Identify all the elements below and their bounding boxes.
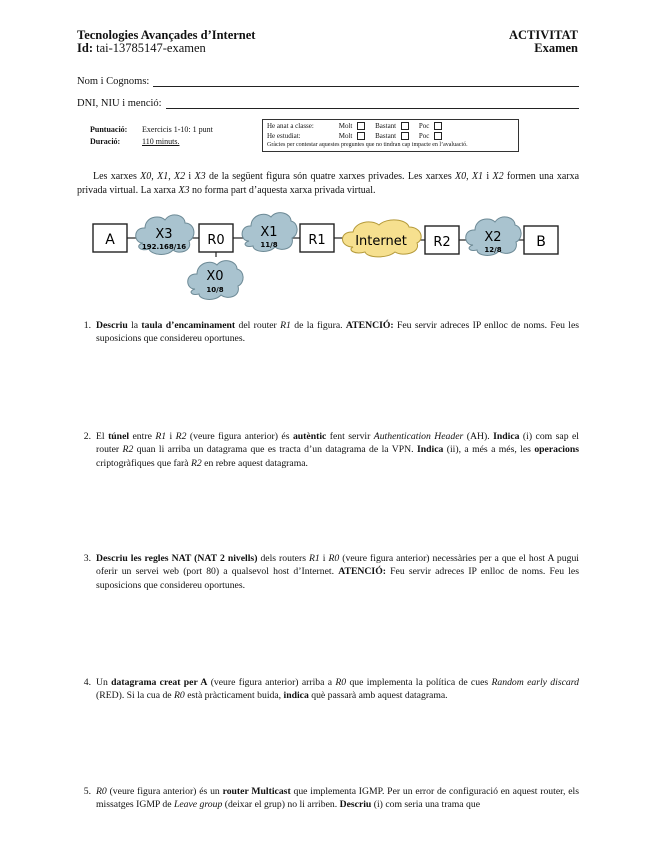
survey-opt-poc: Poc [418, 131, 430, 140]
q1-text: del router [235, 320, 281, 331]
question-5 [77, 785, 579, 812]
survey-opt-poc: Poc [418, 122, 430, 130]
q4-bold: datagrama creat per A [111, 677, 208, 688]
q3-var: R0 [328, 553, 340, 564]
name-label: Nom i Cognoms: [77, 76, 150, 87]
x0-label: X0 [206, 269, 224, 284]
q2-text: en rebre aquest datagrama. [201, 457, 308, 469]
x2-net-label: 12/8 [484, 246, 502, 254]
exam-type: Examen [534, 41, 578, 55]
question-number: 5. [83, 786, 91, 797]
question-2 [77, 430, 579, 470]
course-title: Tecnologies Avançades d’Internet [77, 28, 256, 42]
r1-label: R1 [308, 233, 326, 248]
q4-text: (veure figura anterior) arriba a [207, 677, 336, 688]
host-b-label: B [536, 234, 546, 250]
q5-bold: router Multicast [222, 786, 291, 797]
dni-field [77, 98, 579, 109]
x3-net-label: 192.168/16 [141, 243, 187, 251]
intro-text: formen una xarxa privada virtual. La xarxa [77, 171, 580, 196]
exam-meta [90, 124, 213, 148]
question-4 [77, 676, 579, 703]
question-text [96, 430, 579, 470]
checkbox[interactable] [357, 122, 365, 130]
q2-text: quan li arriba un datagrama que es tracta d’un datagrama de la VPN. [133, 444, 417, 456]
intro-text: i [483, 171, 493, 182]
x2-label: X2 [484, 230, 502, 245]
name-field [77, 76, 579, 87]
exam-id-value: tai-13785147-examen [96, 41, 206, 55]
survey-row-class [267, 122, 514, 132]
survey-box [262, 119, 519, 152]
question-number: 1. [83, 320, 91, 331]
survey-opt-bastant: Bastant [375, 122, 397, 130]
q5-text: que implementa IGMP. Per un error de configuració en aquest router, els missatges IGMP de [96, 786, 579, 811]
q2-text: criptogràfiques que farà [96, 457, 191, 469]
q1-text: Feu servir adreces IP enlloc de noms. Feu les suposicions que considereu oportunes. [96, 320, 580, 345]
network-diagram [85, 205, 565, 315]
exam-id-label: Id: [77, 41, 93, 55]
q2-var: Authentication Header [373, 431, 464, 442]
intro-text: , [168, 171, 175, 182]
q3-text: Feu servir adreces IP enlloc de noms. Feu les suposicions que considereu oportunes. [96, 566, 580, 591]
intro-var: X2 [492, 171, 504, 182]
q2-bold: autèntic [292, 431, 327, 442]
survey-row1-label: He anat a classe: [267, 122, 314, 130]
dni-line[interactable] [166, 99, 579, 109]
intro-text: no forma part d’aquesta xarxa privada virtual. [189, 184, 376, 196]
q4-text: que implementa la política de cues [346, 677, 492, 688]
question-text [96, 676, 579, 703]
duration-value: 110 minuts. [142, 137, 180, 146]
intro-text: , [466, 171, 472, 182]
question-3 [77, 552, 579, 592]
q1-bold: Descriu [96, 320, 128, 331]
question-text [96, 785, 579, 812]
q3-text: i [319, 553, 329, 564]
x0-net-label: 10/8 [206, 286, 224, 294]
question-text [96, 552, 579, 592]
exam-id [77, 41, 206, 56]
q2-bold: túnel [108, 431, 130, 442]
score-label: Puntuació: [90, 125, 128, 134]
q1-text: de la figura. [290, 320, 346, 331]
q3-bold: ATENCIÓ: [338, 566, 386, 578]
q2-var: R2 [175, 431, 187, 442]
survey-opt-molt: Molt [338, 122, 353, 130]
question-number: 3. [83, 553, 91, 564]
q4-var: Random early discard [491, 677, 579, 688]
intro-text: Les xarxes [93, 171, 141, 182]
survey-note: Gràcies per contestar aquestes preguntes que no tindran cap impacte en l’avaluació. [267, 142, 468, 148]
q2-bold: operacions [534, 444, 579, 456]
q4-text: està pràcticament buida, [184, 690, 284, 702]
q3-text: (veure figura anterior) necessàries per a que el host A pugui oferir un servei web (port 80) a qualsevol host d’Internet. [96, 553, 579, 578]
q5-text: (deixar el grup) no li arriben. [222, 799, 340, 811]
intro-var: X0 [140, 171, 152, 182]
q4-text: què passarà amb aquest datagrama. [308, 690, 448, 702]
q3-bold: Descriu les regles NAT (NAT 2 nivells) [96, 553, 258, 564]
q2-var: R2 [122, 444, 134, 456]
q1-var: R1 [280, 320, 291, 331]
intro-var: X2 [174, 171, 186, 182]
q4-text: Un [96, 677, 112, 688]
intro-paragraph [77, 170, 579, 197]
question-number: 2. [83, 431, 91, 442]
survey-opt-molt: Molt [338, 131, 353, 140]
q2-text: (AH). [463, 431, 494, 442]
q4-var: R0 [174, 690, 185, 702]
intro-var: X1 [471, 171, 484, 182]
internet-label: Internet [355, 234, 407, 249]
q5-var: Leave group [173, 799, 223, 811]
q2-bold: Indica [493, 431, 520, 442]
intro-var: X1 [157, 171, 169, 182]
question-1 [77, 319, 579, 346]
q5-text: (i) com seria una trama que [371, 799, 480, 811]
q2-text: (ii), a més a més, les [443, 444, 535, 456]
r0-label: R0 [207, 233, 225, 248]
survey-row-study [267, 132, 514, 142]
q1-bold: ATENCIÓ: [345, 320, 394, 331]
checkbox[interactable] [401, 132, 409, 140]
checkbox[interactable] [434, 132, 442, 140]
q2-text: El [96, 431, 109, 442]
survey-row2-label: He estudiat: [267, 131, 301, 140]
x3-label: X3 [155, 227, 173, 242]
intro-var: X0 [455, 171, 467, 182]
duration-label: Duració: [90, 137, 121, 146]
checkbox[interactable] [434, 122, 442, 130]
x1-net-label: 11/8 [260, 241, 278, 249]
score-value: Exercicis 1-10: 1 punt [142, 125, 213, 134]
q2-text: fent servir [326, 431, 374, 442]
r2-label: R2 [433, 235, 451, 250]
q3-var: R1 [308, 553, 320, 564]
q2-var: R1 [155, 431, 167, 442]
activity-label: ACTIVITAT [509, 28, 578, 42]
question-number: 4. [83, 677, 91, 688]
x1-label: X1 [260, 225, 278, 240]
q2-text: (veure figura anterior) és [186, 431, 293, 442]
intro-text: , [151, 171, 158, 182]
intro-text: de la següent figura són quatre xarxes privades. Les xarxes [205, 171, 456, 182]
survey-opt-bastant: Bastant [375, 131, 397, 140]
q4-bold: indica [283, 690, 309, 702]
intro-text: i [185, 171, 195, 182]
q5-bold: Descriu [339, 799, 372, 811]
q2-text: (i) com sap el router [96, 431, 579, 456]
intro-var: X3 [178, 184, 190, 196]
checkbox[interactable] [401, 122, 409, 130]
name-line[interactable] [153, 77, 579, 87]
q1-text: la [127, 320, 142, 331]
q1-bold: taula d’encaminament [141, 320, 236, 331]
q2-var: R2 [190, 457, 202, 469]
intro-var: X3 [194, 171, 206, 182]
q5-var: R0 [96, 786, 107, 797]
q5-text: (veure figura anterior) és un [106, 786, 223, 797]
dni-label: DNI, NIU i menció: [77, 98, 162, 109]
q3-text: dels routers [257, 553, 309, 564]
q4-text: (RED). Si la cua de [96, 690, 175, 702]
host-a-label: A [105, 232, 115, 248]
q2-bold: Indica [416, 444, 444, 456]
question-text [96, 319, 579, 346]
q2-text: i [166, 431, 176, 442]
q2-text: entre [129, 431, 156, 442]
q4-var: R0 [335, 677, 347, 688]
checkbox[interactable] [357, 132, 365, 140]
